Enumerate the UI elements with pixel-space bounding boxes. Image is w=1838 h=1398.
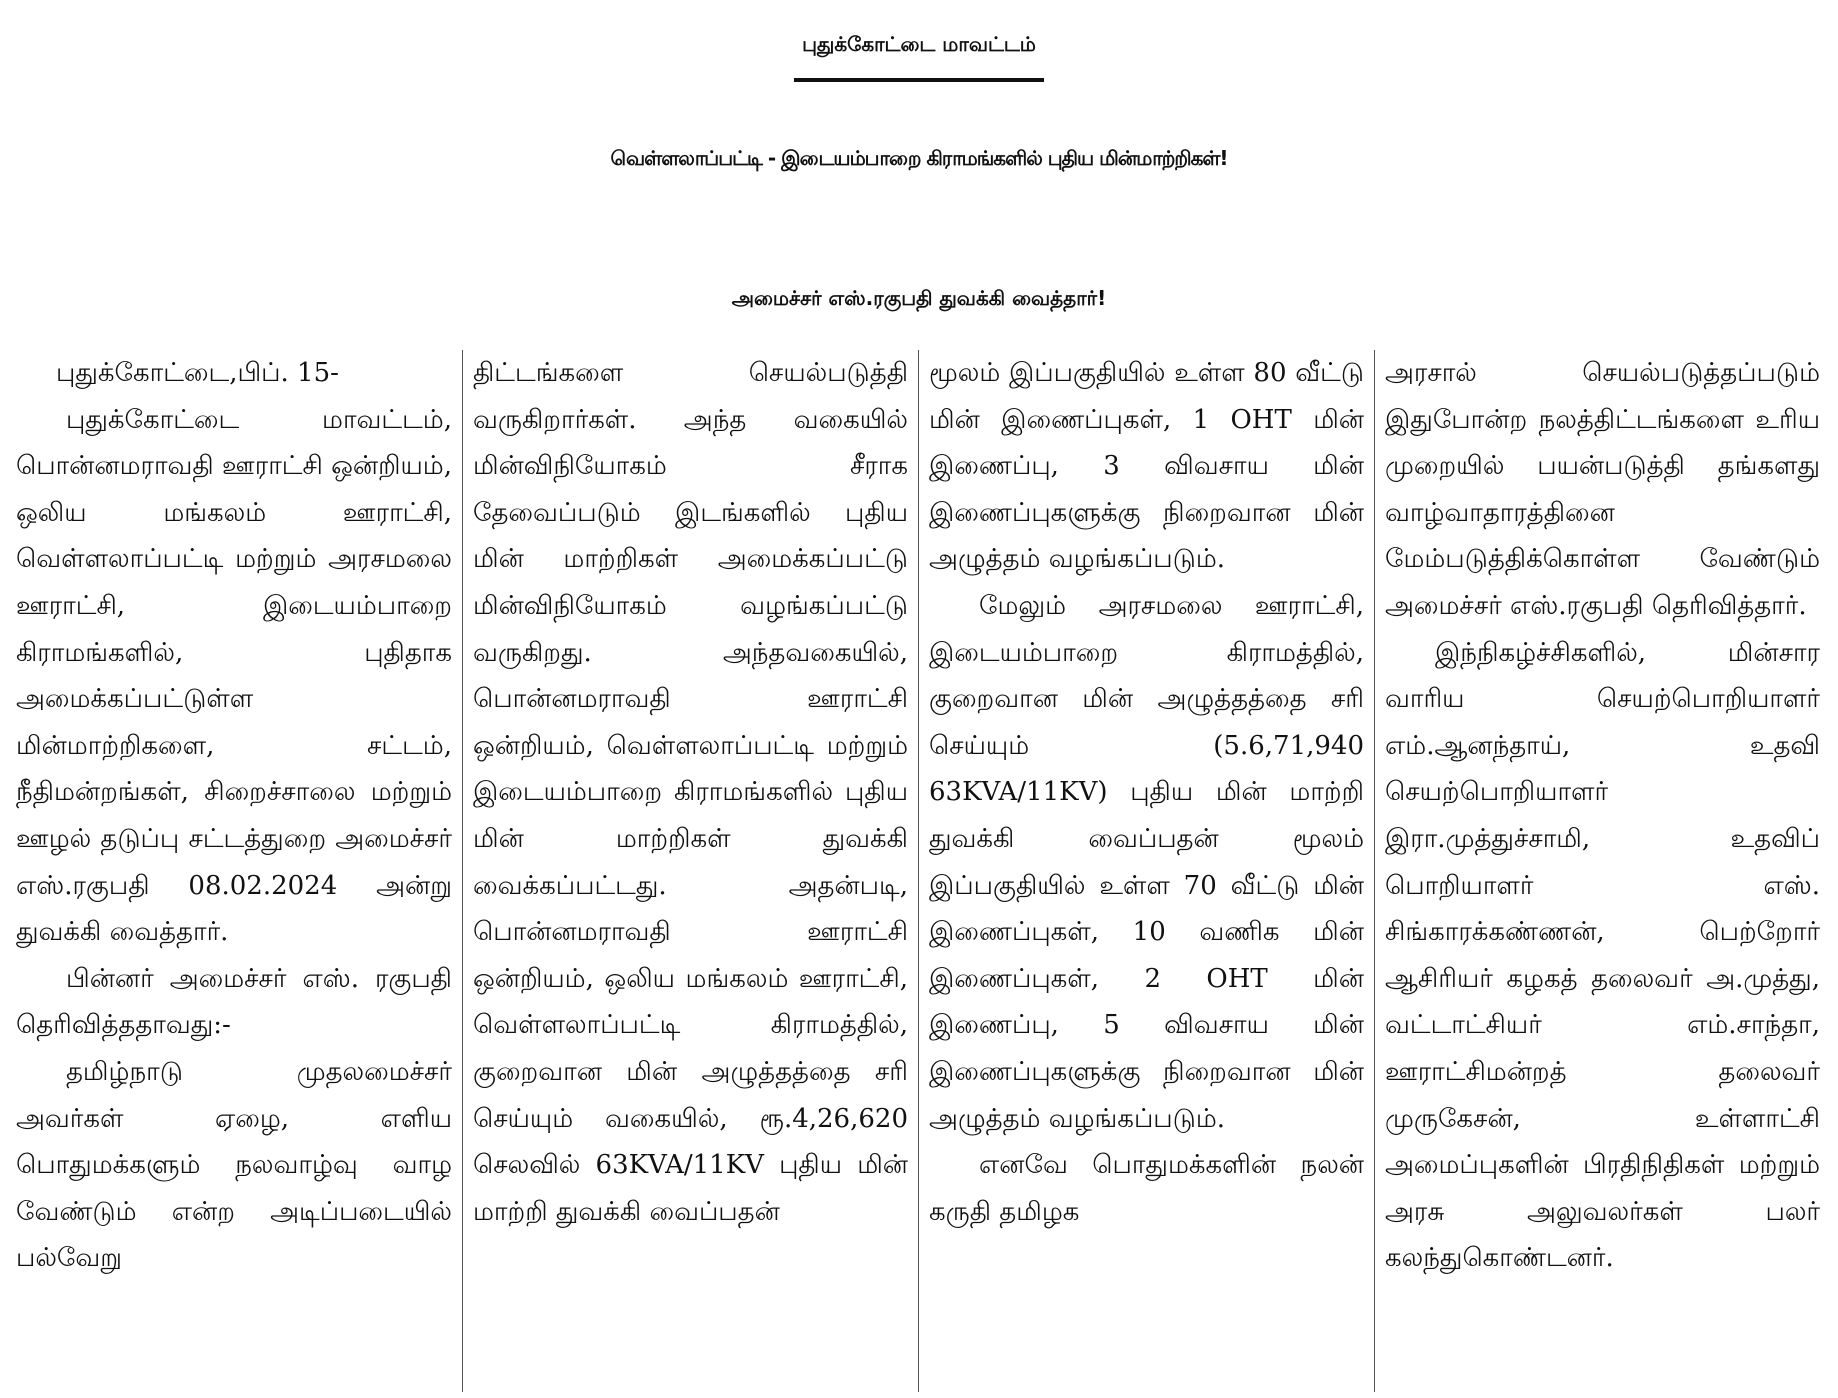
article-column-3 (918, 350, 1374, 1392)
paragraph: புதுக்கோட்டை மாவட்டம், பொன்னமராவதி ஊராட்சி ஒன்றியம், ஒலிய மங்கலம் ஊராட்சி, வெள்ளலாப்பட்டி மற்றும் அரசமலை ஊராட்சி, இடையம்பாறை கிராமங்களில், புதிதாக அமைக்கப்பட்டுள்ள மின்மாற்றிகளை, சட்டம், நீதிமன்றங்கள், சிறைச்சாலை மற்றும் ஊழல் தடுப்பு சட்டத்துறை அமைச்சர் எஸ்.ரகுபதி 08.02.2024 அன்று துவக்கி வைத்தார். (16, 404, 452, 948)
paragraph: பின்னர் அமைச்சர் எஸ். ரகுபதி தெரிவித்ததாவது:- (16, 963, 452, 1041)
headline: வெள்ளலாப்பட்டி - இடையம்பாறை கிராமங்களில் புதிய மின்மாற்றிகள்! (610, 146, 1228, 170)
district-title-text: புதுக்கோட்டை மாவட்டம் (794, 12, 1044, 82)
article-column-1 (6, 350, 462, 1392)
article-body (6, 350, 1832, 1392)
paragraph: எனவே பொதுமக்களின் நலன் கருதி தமிழக (929, 1150, 1364, 1227)
paragraph: இந்நிகழ்ச்சிகளில், மின்சார வாரிய செயற்பொறியாளர் எம்.ஆனந்தாய், உதவி செயற்பொறியாளர் இரா.முத்துச்சாமி, உதவிப் பொறியாளர் எஸ். சிங்காரக்கண்ணன், பெற்றோர் ஆசிரியர் கழகத் தலைவர் அ.முத்து, வட்டாட்சியர் எம்.சாந்தா, ஊராட்சிமன்றத் தலைவர் முருகேசன், உள்ளாட்சி அமைப்புகளின் பிரதிநிதிகள் மற்றும் அரசு அலுவலர்கள் பலர் கலந்துகொண்டனர். (1385, 637, 1820, 1274)
paragraph: அரசால் செயல்படுத்தப்படும் இதுபோன்ற நலத்திட்டங்களை உரிய முறையில் பயன்படுத்தி தங்களது வாழ்வாதாரத்தினை மேம்படுத்திக்கொள்ள வேண்டும் அமைச்சர் எஸ்.ரகுபதி தெரிவித்தார். (1385, 358, 1820, 621)
paragraph: மூலம் இப்பகுதியில் உள்ள 80 வீட்டு மின் இணைப்புகள், 1 OHT மின் இணைப்பு, 3 விவசாய மின் இணைப்புகளுக்கு நிறைவான மின் அழுத்தம் வழங்கப்படும். (929, 358, 1364, 575)
article-column-2 (462, 350, 918, 1392)
district-title (0, 12, 1838, 82)
paragraph: திட்டங்களை செயல்படுத்தி வருகிறார்கள். அந்த வகையில் மின்விநியோகம் சீராக தேவைப்படும் இடங்களில் புதிய மின் மாற்றிகள் அமைக்கப்பட்டு மின்விநியோகம் வழங்கப்பட்டு வருகிறது. அந்தவகையில், பொன்னமராவதி ஊராட்சி ஒன்றியம், வெள்ளலாப்பட்டி மற்றும் இடையம்பாறை கிராமங்களில் புதிய மின் மாற்றிகள் துவக்கி வைக்கப்பட்டது. அதன்படி, பொன்னமராவதி ஊராட்சி ஒன்றியம், ஒலிய மங்கலம் ஊராட்சி, வெள்ளலாப்பட்டி கிராமத்தில், குறைவான மின் அழுத்தத்தை சரி செய்யும் வகையில், ரூ.4,26,620 செலவில் 63KVA/11KV புதிய மின் மாற்றி துவக்கி வைப்பதன் (473, 358, 908, 1227)
dateline: புதுக்கோட்டை,பிப். 15- (56, 358, 339, 388)
article-column-4 (1374, 350, 1830, 1392)
paragraph: தமிழ்நாடு முதலமைச்சர் அவர்கள் ஏழை, எளிய பொதுமக்களும் நலவாழ்வு வாழ வேண்டும் என்ற அடிப்படையில் பல்வேறு (16, 1056, 452, 1274)
subheadline: அமைச்சர் எஸ்.ரகுபதி துவக்கி வைத்தார்! (731, 286, 1107, 310)
paragraph: மேலும் அரசமலை ஊராட்சி, இடையம்பாறை கிராமத்தில், குறைவான மின் அழுத்தத்தை சரி செய்யும் (5.6,71,940 63KVA/11KV) புதிய மின் மாற்றி துவக்கி வைப்பதன் மூலம் இப்பகுதியில் உள்ள 70 வீட்டு மின் இணைப்புகள், 10 வணிக மின் இணைப்புகள், 2 OHT மின் இணைப்பு, 5 விவசாய மின் இணைப்புகளுக்கு நிறைவான மின் அழுத்தம் வழங்கப்படும். (929, 590, 1364, 1134)
